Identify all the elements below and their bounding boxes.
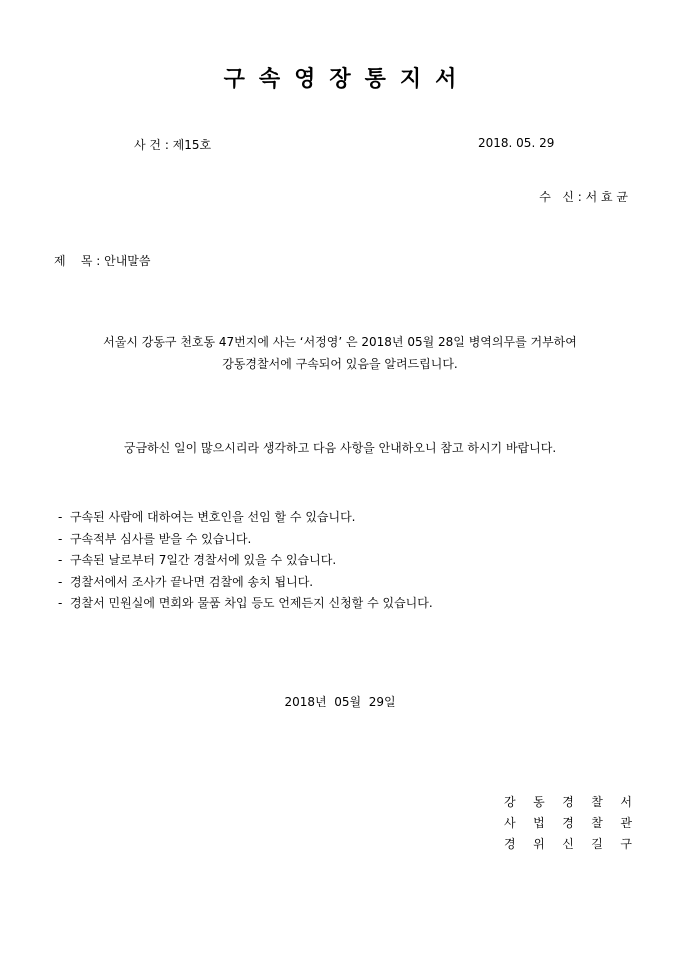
list-item: - 구속적부 심사를 받을 수 있습니다. — [58, 531, 252, 546]
signer-name — [504, 834, 632, 855]
list-item: - 경찰서 민원실에 면회와 물품 차입 등도 언제든지 신청할 수 있습니다. — [58, 596, 433, 610]
signer-char: 경 — [562, 795, 574, 809]
list-item: - 구속된 날로부터 7일간 경찰서에 있을 수 있습니다. — [58, 553, 337, 567]
header-date: 2018. 05. 29 — [478, 136, 555, 150]
signer-char: 길 — [591, 837, 603, 851]
rights-list — [58, 507, 433, 615]
notice-line-1: 서울시 강동구 천호동 47번지에 사는 ‘서정영’ 은 2018년 05월 28일 병역의무를 거부하여 — [103, 335, 577, 349]
signer-char: 경 — [562, 816, 574, 830]
subject: 제 목 : 안내말씀 — [54, 254, 151, 268]
signer-char: 위 — [533, 837, 545, 851]
signer-char: 강 — [504, 795, 516, 809]
signer-char: 사 — [504, 816, 516, 830]
signer-char: 신 — [562, 837, 574, 851]
recipient: 수 신 : 서 효 균 — [539, 190, 628, 204]
signer-char: 경 — [504, 837, 516, 851]
list-item: - 경찰서에서 조사가 끝나면 검찰에 송치 됩니다. — [58, 574, 314, 589]
document-title: 구속영장통지서 — [223, 67, 471, 92]
notice-line-2: 강동경찰서에 구속되어 있음을 알려드립니다. — [222, 357, 458, 371]
signer-char: 찰 — [591, 795, 603, 809]
signer-char: 서 — [620, 795, 632, 809]
notice-paragraph — [0, 331, 680, 375]
signer-char: 법 — [533, 816, 545, 830]
list-item: - 구속된 사람에 대하여는 변호인을 선임 할 수 있습니다. — [58, 510, 356, 524]
signer-title — [504, 813, 632, 834]
issue-date: 2018년 05월 29일 — [284, 695, 396, 709]
guidance-paragraph: 궁금하신 일이 많으시리라 생각하고 다음 사항을 안내하오니 참고 하시기 바랍니다. — [123, 441, 557, 455]
signer-char: 찰 — [591, 816, 603, 830]
signer-station — [504, 792, 632, 813]
case-number: 사 건 : 제15호 — [134, 138, 212, 152]
signer-char: 관 — [620, 816, 632, 830]
signer-char: 동 — [533, 795, 545, 809]
signature-block — [504, 792, 632, 855]
signer-char: 구 — [620, 837, 632, 851]
